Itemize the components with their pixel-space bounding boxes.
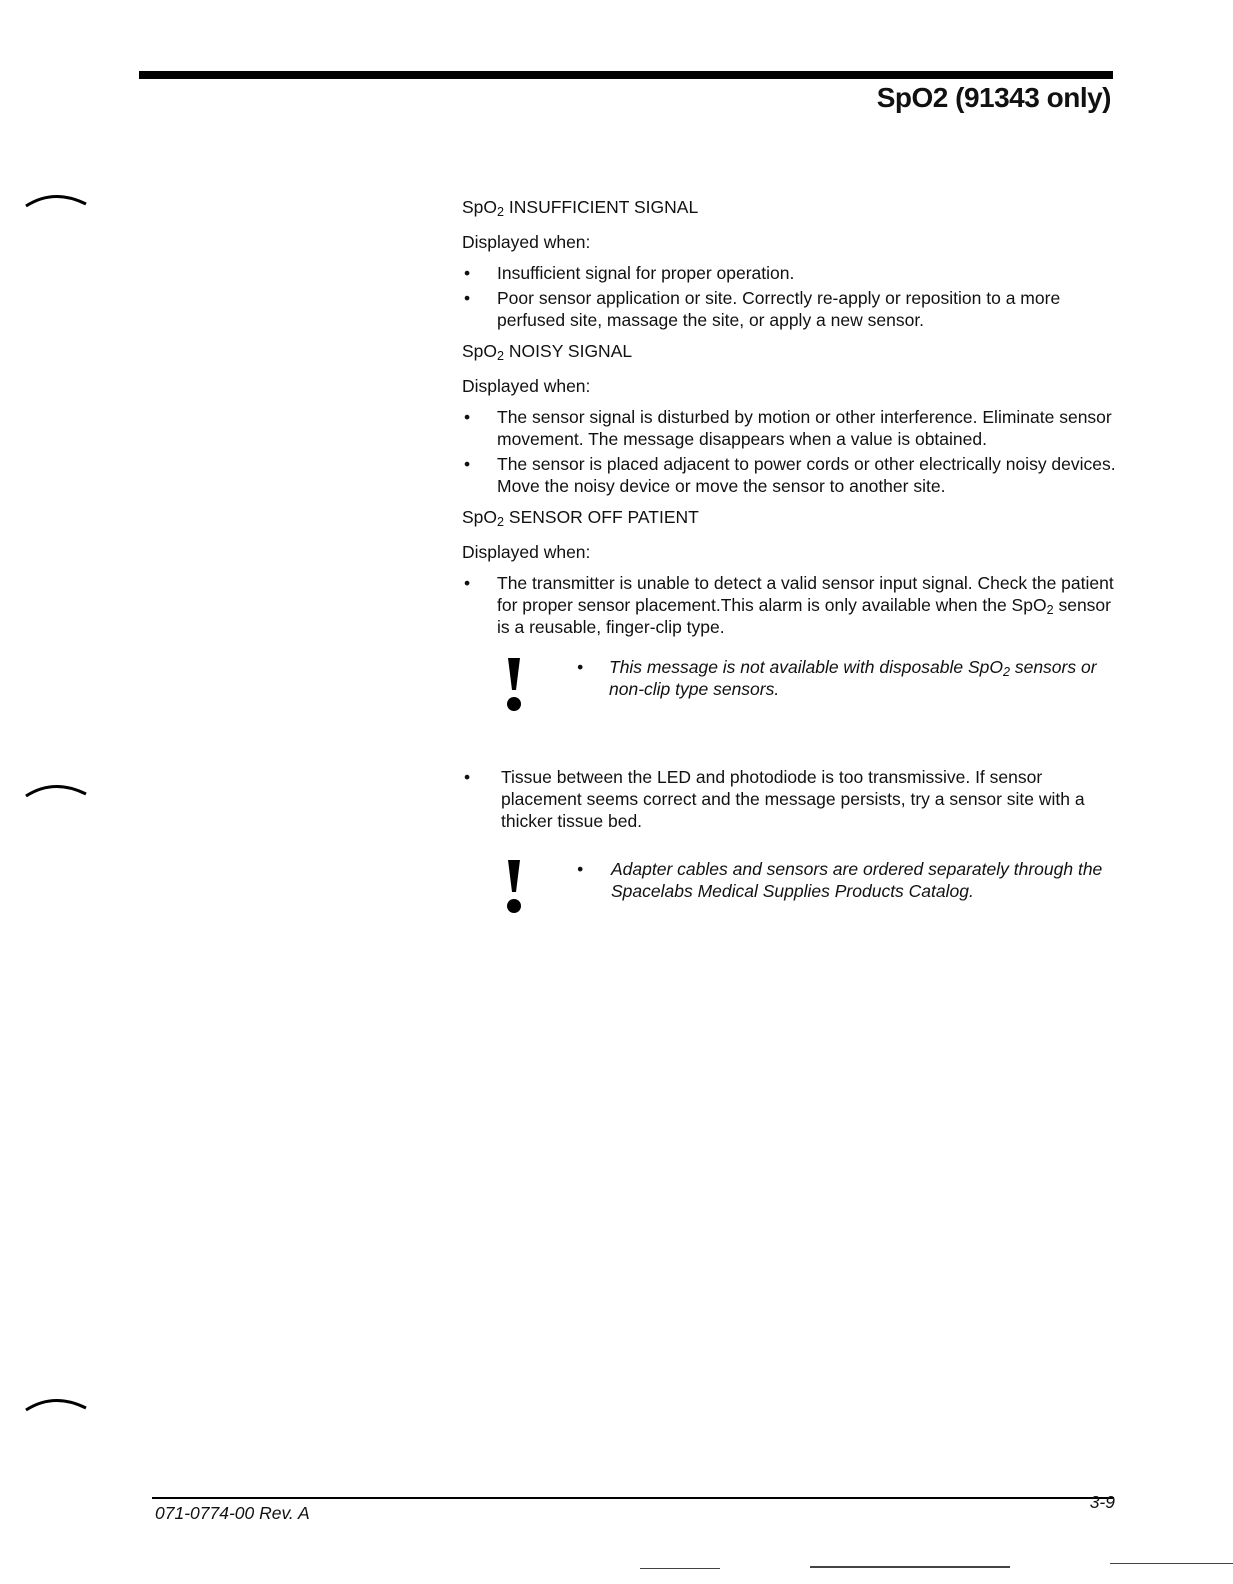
punch-hole-mark bbox=[24, 1396, 88, 1414]
bullet-icon: • bbox=[464, 263, 471, 283]
list-item: • Poor sensor application or site. Correctly re-apply or reposition to a more perfused site, massage the site, or apply a new sensor. bbox=[464, 288, 1061, 330]
caution-note bbox=[462, 656, 1122, 726]
section-heading-insufficient-signal: SpO$_2$ INSUFFICIENT SIGNAL bbox=[462, 197, 699, 220]
section-heading-noisy-signal: SpO$_2$ NOISY SIGNAL bbox=[462, 341, 633, 364]
punch-hole-mark bbox=[24, 192, 88, 210]
bullet-list bbox=[462, 766, 1122, 832]
list-item: • The sensor is placed adjacent to power cords or other electrically noisy devices. Move the noisy device or move the sensor to another site. bbox=[464, 454, 1116, 496]
bullet-icon: • bbox=[464, 573, 471, 593]
bullet-icon: • bbox=[464, 454, 471, 474]
displayed-when-label: Displayed when: bbox=[462, 232, 591, 252]
note-text: This message is not available with disposable SpO$_2$ sensors or non-clip type sensors. bbox=[609, 657, 1097, 699]
bullet-icon: • bbox=[464, 767, 471, 787]
bullet-icon: • bbox=[464, 288, 471, 308]
footer-rule bbox=[152, 1497, 1114, 1499]
section-heading-sensor-off-patient: SpO$_2$ SENSOR OFF PATIENT bbox=[462, 507, 699, 530]
caution-note bbox=[462, 858, 1122, 928]
bullet-list bbox=[462, 572, 1122, 638]
page-title: SpO2 (91343 only) bbox=[876, 82, 1111, 113]
bullet-list bbox=[462, 262, 1122, 331]
list-item: • The sensor signal is disturbed by motion or other interference. Eliminate sensor movement. The message disappears when a value is obtained. bbox=[464, 407, 1112, 449]
note-text: Adapter cables and sensors are ordered separately through the Spacelabs Medical Supplies Products Catalog. bbox=[611, 859, 1103, 901]
header-rule bbox=[139, 71, 1113, 79]
bullet-list bbox=[462, 406, 1122, 497]
exclamation-icon bbox=[506, 658, 522, 712]
exclamation-icon bbox=[506, 860, 522, 914]
scan-artifact bbox=[640, 1568, 720, 1569]
page-number: 3-9 bbox=[1089, 1492, 1115, 1512]
punch-hole-mark bbox=[24, 782, 88, 800]
list-item: • The transmitter is unable to detect a valid sensor input signal. Check the patient for proper sensor placement.This alarm is only available when the SpO$_2$ sensor is a reusable, finger-clip type. bbox=[464, 573, 1114, 637]
bullet-icon: • bbox=[577, 657, 584, 677]
scan-artifact bbox=[1110, 1563, 1233, 1564]
list-item: • Tissue between the LED and photodiode is too transmissive. If sensor placement seems correct and the message persists, try a sensor site with a thicker tissue bed. bbox=[464, 767, 1085, 831]
displayed-when-label: Displayed when: bbox=[462, 376, 591, 396]
displayed-when-label: Displayed when: bbox=[462, 542, 591, 562]
list-item: • Insufficient signal for proper operation. bbox=[464, 263, 795, 283]
document-number: 071-0774-00 Rev. A bbox=[155, 1503, 310, 1523]
bullet-icon: • bbox=[577, 859, 584, 879]
bullet-icon: • bbox=[464, 407, 471, 427]
scan-artifact bbox=[810, 1566, 1010, 1568]
main-content bbox=[462, 196, 1122, 928]
